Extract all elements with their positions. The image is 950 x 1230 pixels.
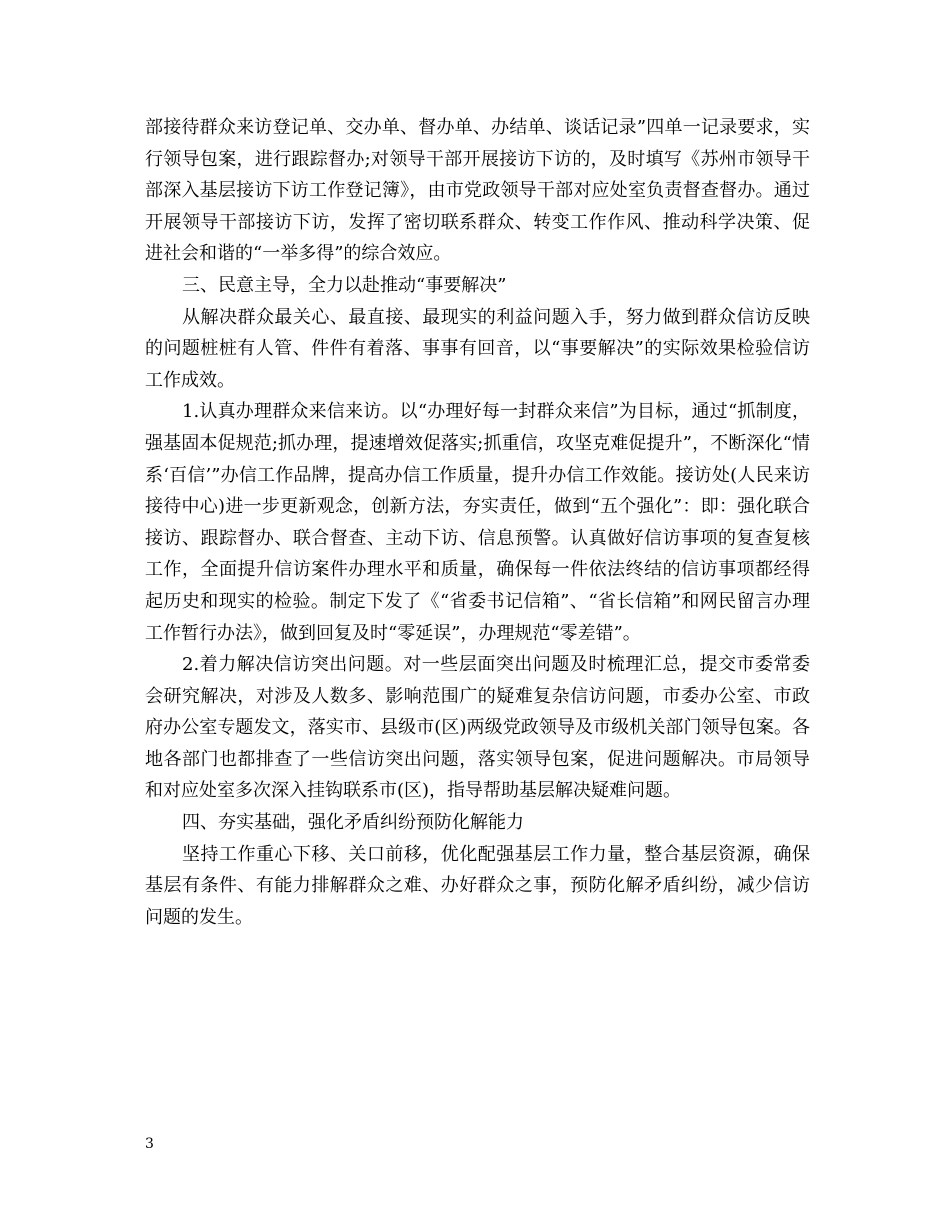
document-body [145,112,810,933]
paragraph-item-one: 1.认真办理群众来信来访。以“办理好每一封群众来信”为目标，通过“抓制度，强基固本促规范;抓办理，提速增效促落实;抓重信，攻坚克难促提升”，不断深化“情系‘百信’”办信工作品牌，提高办信工作质量，提升办信工作效能。接访处(人民来访接待中心)进一步更新观念，创新方法，夯实责任，做到“五个强化”：即：强化联合接访、跟踪督办、联合督查、主动下访、信息预警。认真做好信访事项的复查复核工作，全面提升信访案件办理水平和质量，确保每一件依法终结的信访事项都经得起历史和现实的检验。制定下发了《“省委书记信箱”、“省长信箱”和网民留言办理工作暂行办法》，做到回复及时“零延误”，办理规范“零差错”。 [145,401,810,644]
paragraph-section-four-intro: 坚持工作重心下移、关口前移，优化配强基层工作力量，整合基层资源，确保基层有条件、有能力排解群众之难、办好群众之事，预防化解矛盾纠纷，减少信访问题的发生。 [145,843,810,928]
page-number: 3 [145,1136,154,1152]
section-heading-four: 四、夯实基础，强化矛盾纠纷预防化解能力 [182,812,524,834]
paragraph-section-three-intro: 从解决群众最关心、最直接、最现实的利益问题入手，努力做到群众信访反映的问题桩桩有人管、件件有着落、事事有回音，以“事要解决”的实际效果检验信访工作成效。 [145,306,810,391]
paragraph-item-two: 2.着力解决信访突出问题。对一些层面突出问题及时梳理汇总，提交市委常委会研究解决，对涉及人数多、影响范围广的疑难复杂信访问题，市委办公室、市政府办公室专题发文，落实市、县级市(区)两级党政领导及市级机关部门领导包案。各地各部门也都排查了一些信访突出问题，落实领导包案，促进问题解决。市局领导和对应处室多次深入挂钩联系市(区)，指导帮助基层解决疑难问题。 [145,654,810,802]
paragraph-continuation: 部接待群众来访登记单、交办单、督办单、办结单、谈话记录”四单一记录要求，实行领导包案，进行跟踪督办;对领导干部开展接访下访的，及时填写《苏州市领导干部深入基层接访下访工作登记簿》，由市党政领导干部对应处室负责督查督办。通过开展领导干部接访下访，发挥了密切联系群众、转变工作作风、推动科学决策、促进社会和谐的“一举多得”的综合效应。 [145,117,810,265]
section-heading-three: 三、民意主导，全力以赴推动“事要解决” [182,274,507,296]
